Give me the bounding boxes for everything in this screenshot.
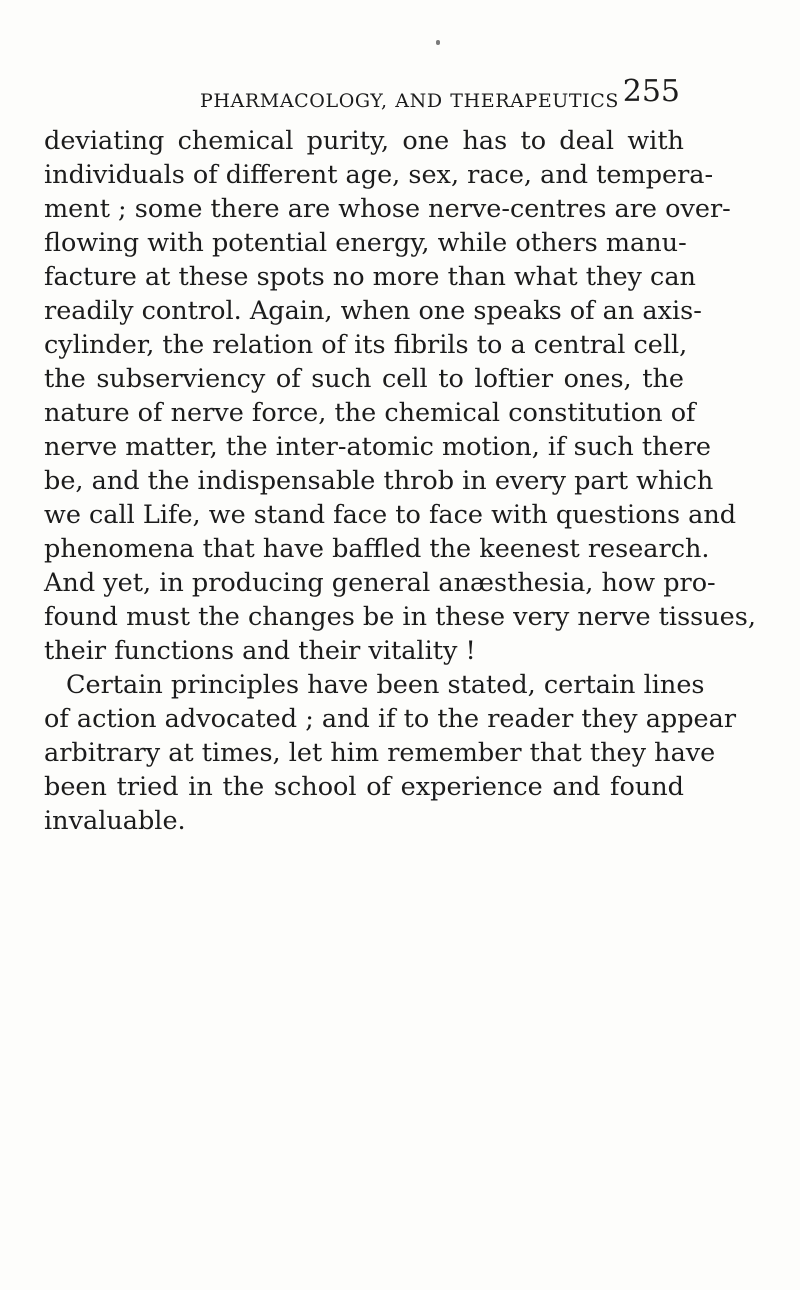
text-line: the subserviency of such cell to loftier ones, the: [44, 364, 684, 394]
text-line: nature of nerve force, the chemical constitution of: [44, 398, 696, 428]
paragraph-start-line: Certain principles have been stated, certain lines: [66, 670, 705, 700]
text-line: cylinder, the relation of its fibrils to a central cell,: [44, 330, 688, 360]
printer-mark: [436, 40, 440, 45]
text-line: And yet, in producing general anæsthesia, how pro-: [44, 568, 716, 598]
text-line: phenomena that have baffled the keenest research.: [44, 534, 710, 564]
text-line: invaluable.: [44, 806, 186, 836]
text-line: ment ; some there are whose nerve-centres are over-: [44, 194, 731, 224]
text-line: facture at these spots no more than what they can: [44, 262, 696, 292]
text-line: found must the changes be in these very nerve tissues,: [44, 602, 756, 632]
text-line: flowing with potential energy, while others manu-: [44, 228, 687, 258]
text-line: nerve matter, the inter-atomic motion, if such there: [44, 432, 711, 462]
text-line: been tried in the school of experience and found: [44, 772, 684, 802]
text-line: arbitrary at times, let him remember that they have: [44, 738, 716, 768]
text-line: we call Life, we stand face to face with questions and: [44, 500, 737, 530]
text-line: their functions and their vitality !: [44, 636, 476, 666]
text-line: be, and the indispensable throb in every part which: [44, 466, 714, 496]
page-number: 255: [622, 74, 680, 109]
text-line: of action advocated ; and if to the reader they appear: [44, 704, 737, 734]
running-title: PHARMACOLOGY, AND THERAPEUTICS: [200, 90, 620, 112]
text-line: readily control. Again, when one speaks of an axis-: [44, 296, 702, 326]
text-line: individuals of different age, sex, race, and tempera-: [44, 160, 714, 190]
running-head: [200, 74, 680, 114]
text-line: deviating chemical purity, one has to deal with: [44, 126, 684, 156]
